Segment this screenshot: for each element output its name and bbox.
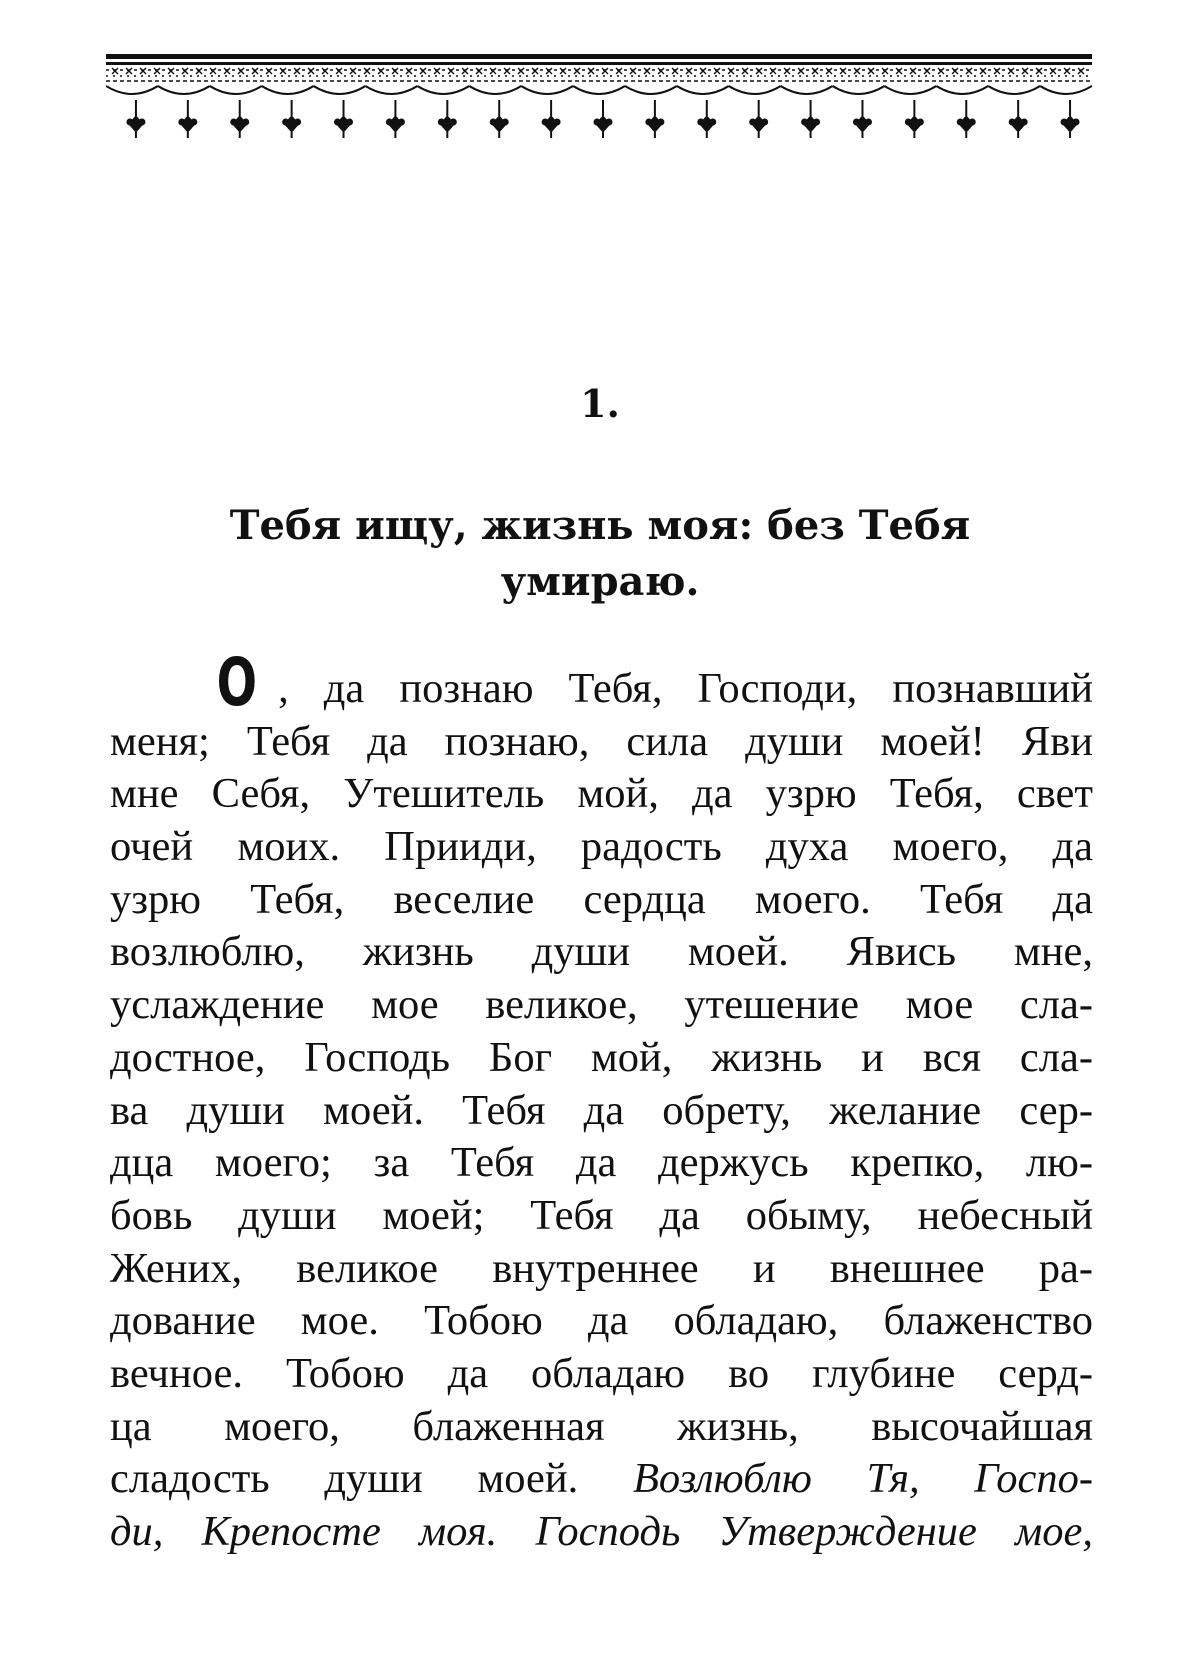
chapter-title — [160, 498, 1040, 610]
text-line — [110, 1453, 1093, 1506]
text-line: мне Себя, Утешитель мой, да узрю Тебя, свет — [110, 770, 1093, 818]
body-paragraph — [110, 644, 1093, 1559]
chapter-title-line: Тебя ищу, жизнь моя: без Тебя — [229, 502, 971, 549]
text-line: ца моего, блаженная жизнь, высочайшая — [110, 1402, 1093, 1450]
text-line-content: , да познаю Тебя, Господи, познавший — [278, 665, 1093, 712]
text-line: дование мое. Тобою да обладаю, блаженство — [110, 1297, 1093, 1345]
text-line-plain: сладость души моей. — [110, 1455, 633, 1503]
text-line — [110, 644, 1093, 721]
text-line: ва души моей. Тебя да обрету, желание сер- — [110, 1086, 1093, 1134]
text-line: возлюблю, жизнь души моей. Явись мне, — [110, 928, 1093, 976]
chapter-number: 1. — [580, 381, 620, 426]
text-line: вечное. Тобою да обладаю во глубине серд- — [110, 1349, 1093, 1397]
text-line: бовь души моей; Тебя да обыму, небесный — [110, 1191, 1093, 1239]
text-line: Жених, великое внутреннее и внешнее ра- — [110, 1244, 1093, 1292]
text-line: услаждение мое великое, утешение мое сла- — [110, 981, 1093, 1029]
text-line: достное, Господь Бог мой, жизнь и вся сла- — [110, 1033, 1093, 1081]
drop-cap: О — [216, 644, 258, 721]
text-line-italic: Возлюблю Тя, Госпо- — [632, 1455, 1093, 1503]
text-line: очей моих. Прииди, радость духа моего, да — [110, 823, 1093, 871]
decorative-header-border-icon — [106, 54, 1092, 154]
text-line: узрю Тебя, веселие сердца моего. Тебя да — [110, 875, 1093, 923]
text-line: меня; Тебя да познаю, сила души моей! Яви — [110, 717, 1093, 765]
chapter-title-line: умираю. — [500, 558, 700, 605]
text-line: ди, Крепосте моя. Господь Утверждение мое, — [110, 1508, 1093, 1555]
text-line: дца моего; за Тебя да держусь крепко, лю- — [110, 1139, 1093, 1187]
